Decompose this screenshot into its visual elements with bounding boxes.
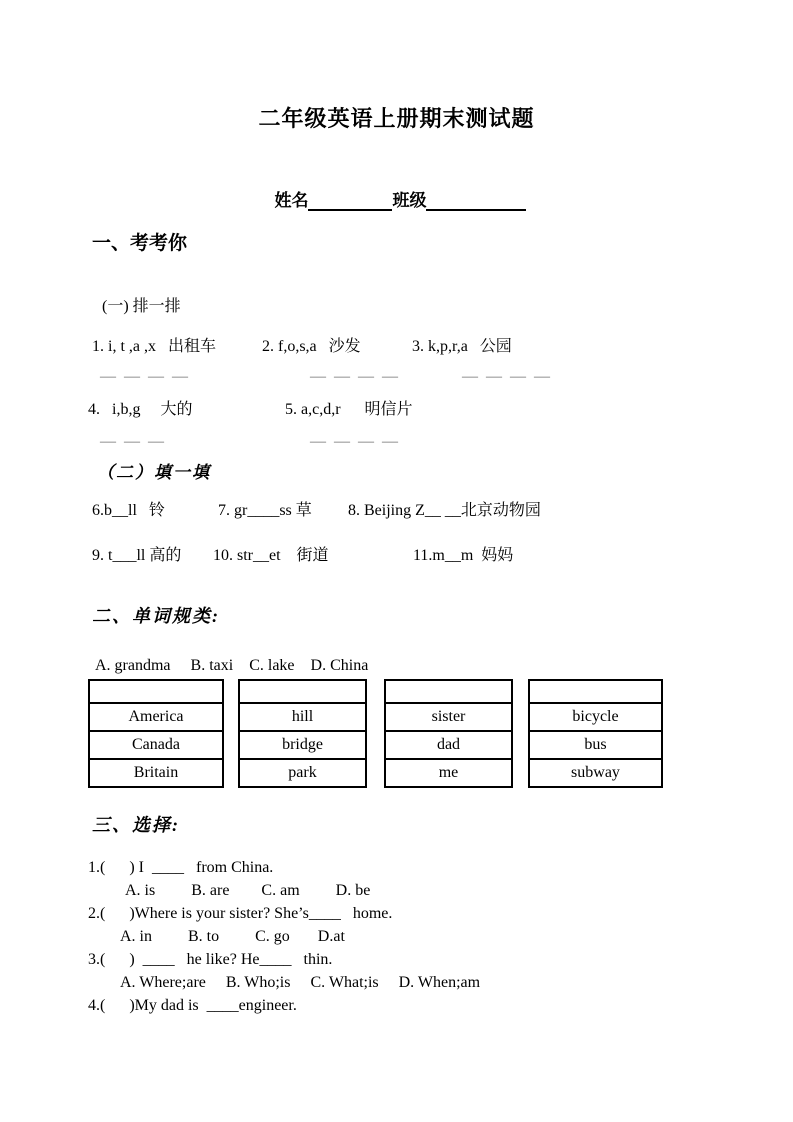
- answer-dashes-3[interactable]: — — — —: [462, 368, 552, 385]
- question-1-options[interactable]: A. is B. are C. am D. be: [125, 882, 371, 899]
- fill-item-10: 10. str__et 街道: [213, 547, 329, 564]
- part-two-heading: （二）填一填: [97, 463, 211, 482]
- part-one-heading: (一) 排一排: [102, 298, 181, 315]
- class-blank-field[interactable]: [426, 192, 526, 211]
- table-answer-cell[interactable]: [90, 681, 222, 704]
- word-table-1: [88, 679, 224, 788]
- table-cell: bicycle: [530, 704, 661, 732]
- question-4-text: 4.( )My dad is ____engineer.: [88, 997, 297, 1014]
- question-2-options[interactable]: A. in B. to C. go D.at: [120, 928, 345, 945]
- table-cell: park: [288, 764, 317, 781]
- unscramble-item-1: 1. i, t ,a ,x 出租车: [92, 338, 216, 355]
- table-cell: me: [438, 764, 459, 781]
- fill-item-6: 6.b__ll 铃: [92, 502, 165, 519]
- section-two-heading: 二、单词规类:: [92, 606, 220, 626]
- section-three-heading: 三、选择:: [92, 815, 180, 835]
- answer-dashes-4[interactable]: — — —: [100, 433, 166, 450]
- word-bank: A. grandma B. taxi C. lake D. China: [95, 657, 369, 674]
- table-cell: Britain: [133, 764, 179, 781]
- word-table-4: [528, 679, 663, 788]
- name-blank-field[interactable]: [308, 192, 392, 211]
- table-cell: sister: [386, 704, 511, 732]
- unscramble-item-4: 4. i,b,g 大的: [88, 401, 193, 418]
- answer-dashes-5[interactable]: — — — —: [310, 433, 400, 450]
- fill-item-11: 11.m__m 妈妈: [413, 547, 514, 564]
- question-1-text: 1.( ) I ____ from China.: [88, 859, 274, 876]
- unscramble-item-3: 3. k,p,r,a 公园: [412, 338, 512, 355]
- table-answer-cell[interactable]: [240, 681, 365, 704]
- unscramble-item-5: 5. a,c,d,r 明信片: [285, 401, 413, 418]
- answer-dashes-2[interactable]: — — — —: [310, 368, 400, 385]
- name-class-line: [265, 166, 526, 211]
- question-2-text: 2.( )Where is your sister? She’s____ home.: [88, 905, 393, 922]
- table-cell: bus: [530, 732, 661, 760]
- table-cell: subway: [571, 764, 620, 781]
- page-title: 二年级英语上册期末测试题: [258, 106, 535, 131]
- word-table-3: [384, 679, 513, 788]
- question-3-text: 3.( ) ____ he like? He____ thin.: [88, 951, 333, 968]
- table-cell: America: [90, 704, 222, 732]
- unscramble-item-2: 2. f,o,s,a 沙发: [262, 338, 361, 355]
- table-answer-cell[interactable]: [386, 681, 511, 704]
- fill-item-9: 9. t___ll 高的: [92, 547, 182, 564]
- word-table-2: [238, 679, 367, 788]
- answer-dashes-1[interactable]: — — — —: [100, 368, 190, 385]
- table-cell: Canada: [90, 732, 222, 760]
- table-cell: dad: [386, 732, 511, 760]
- fill-item-8: 8. Beijing Z__ __北京动物园: [348, 502, 541, 519]
- class-label: 班级: [392, 191, 427, 210]
- table-cell: hill: [240, 704, 365, 732]
- question-3-options[interactable]: A. Where;are B. Who;is C. What;is D. When;am: [120, 974, 481, 991]
- table-answer-cell[interactable]: [530, 681, 661, 704]
- table-cell: bridge: [240, 732, 365, 760]
- name-label: 姓名: [274, 191, 309, 210]
- section-one-heading: 一、考考你: [92, 233, 188, 254]
- fill-item-7: 7. gr____ss 草: [218, 502, 312, 519]
